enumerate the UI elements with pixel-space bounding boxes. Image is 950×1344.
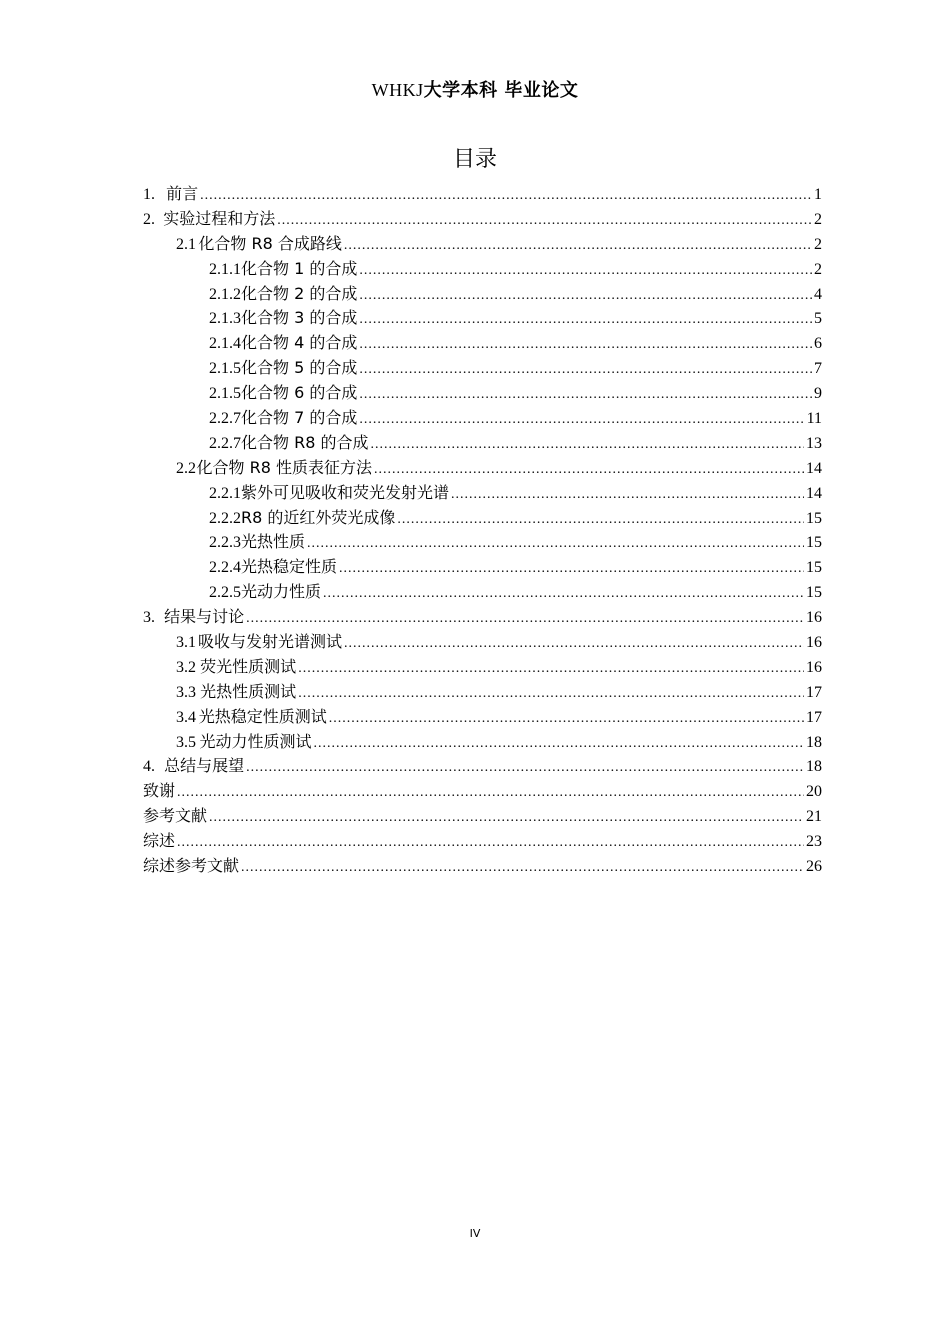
toc-title: 目录 [452, 147, 497, 172]
toc-entry-number: 2.2.4 [209, 559, 241, 577]
toc-entry[interactable] [143, 730, 822, 755]
toc-entry-number: 2.1 [176, 235, 196, 253]
toc-leader-dots [359, 308, 812, 333]
toc-entry-page: 5 [814, 310, 822, 328]
toc-entry-page: 16 [806, 634, 822, 652]
toc-entry-number: 2. [143, 210, 155, 228]
toc-entry-number: 2.2.7 [209, 410, 241, 428]
toc-entry-page: 14 [806, 484, 822, 502]
toc-entry-number: 3.1 [176, 634, 196, 652]
toc-entry[interactable] [143, 431, 822, 456]
toc-entry[interactable] [143, 680, 822, 705]
toc-entry-label: 光热性质 [241, 532, 306, 552]
toc-entry[interactable] [143, 207, 822, 232]
toc-entry-label: 化合物 7 的合成 [241, 408, 358, 428]
toc-leader-dots [397, 508, 804, 533]
toc-entry-page: 17 [806, 683, 822, 701]
toc-leader-dots [298, 682, 804, 707]
toc-entry[interactable] [143, 182, 822, 207]
toc-leader-dots [177, 831, 804, 856]
toc-entry-number: 2.2.3 [209, 534, 241, 552]
toc-entry-label: 综述参考文献 [143, 856, 240, 876]
toc-entry[interactable] [143, 306, 822, 331]
toc-leader-dots [344, 234, 812, 259]
toc-leader-dots [359, 408, 804, 433]
toc-entry[interactable] [143, 555, 822, 580]
toc-entry-page: 4 [814, 285, 822, 303]
toc-entry-number: 3.4 [176, 708, 196, 726]
toc-entry-page: 2 [814, 260, 822, 278]
toc-leader-dots [177, 781, 804, 806]
toc-entry-page: 15 [806, 559, 822, 577]
toc-entry-page: 14 [806, 459, 822, 477]
header-text: 大学本科 毕业论文 [423, 80, 579, 101]
toc-leader-dots [344, 632, 804, 657]
toc-entry-page: 13 [806, 434, 822, 452]
toc-entry-page: 1 [814, 186, 822, 203]
toc-entry-page: 6 [814, 335, 822, 353]
toc-entry[interactable] [143, 655, 822, 680]
toc-entry-label: 实验过程和方法 [163, 208, 276, 228]
toc-entry-label: 光热性质测试 [200, 681, 297, 701]
toc-entry-number: 4. [143, 758, 155, 776]
toc-entry-label: 化合物 3 的合成 [241, 308, 358, 328]
toc-entry-page: 15 [806, 584, 822, 602]
toc-entry-page: 26 [806, 858, 822, 876]
toc-entry-label: 化合物 R8 性质表征方法 [196, 457, 373, 477]
toc-entry[interactable] [143, 356, 822, 381]
toc-entry[interactable] [143, 257, 822, 282]
toc-entry-number: 1. [143, 186, 155, 203]
toc-entry-label: 化合物 R8 的合成 [241, 432, 369, 452]
toc-entry-page: 21 [806, 808, 822, 826]
toc-leader-dots [359, 383, 812, 408]
page-number: IV [469, 1227, 481, 1240]
toc-entry-number: 3.2 [176, 658, 196, 676]
toc-entry-number: 3.3 [176, 683, 196, 701]
toc-entry-label: 前言 [166, 184, 199, 203]
running-header [0, 76, 950, 102]
toc-entry-number: 2.2.1 [209, 484, 241, 502]
toc-entry[interactable] [143, 630, 822, 655]
toc-entry-label: 化合物 2 的合成 [241, 283, 358, 303]
toc-entry-page: 2 [814, 210, 822, 228]
toc-leader-dots [313, 732, 804, 757]
toc-entry-number: 3. [143, 609, 155, 627]
toc-entry-label: 光热稳定性质测试 [198, 706, 327, 726]
toc-entry[interactable] [143, 705, 822, 730]
toc-leader-dots [307, 532, 804, 557]
toc-entry-number: 2.1.4 [209, 335, 241, 353]
toc-entry-number: 2.1.3 [209, 310, 241, 328]
toc-leader-dots [359, 358, 812, 383]
toc-leader-dots [359, 333, 812, 358]
toc-leader-dots [246, 607, 804, 632]
toc-leader-dots [374, 458, 804, 483]
toc-entry-label: 光动力性质 [241, 582, 322, 602]
toc-entry-number: 3.5 [176, 733, 196, 751]
toc-entry[interactable] [143, 779, 822, 804]
toc-entry-page: 7 [814, 360, 822, 378]
toc-entry-page: 15 [806, 509, 822, 527]
toc-entry-number: 2.2 [176, 459, 196, 477]
header-prefix: WHKJ [371, 80, 424, 100]
toc-entry[interactable] [143, 331, 822, 356]
toc-leader-dots [339, 557, 804, 582]
toc-leader-dots [277, 209, 812, 234]
toc-entry[interactable] [143, 282, 822, 307]
toc-entry-page: 18 [806, 758, 822, 776]
toc-entry-number: 2.2.7 [209, 434, 241, 452]
toc-leader-dots [329, 707, 804, 732]
toc-entry-number: 2.2.2 [209, 509, 241, 527]
toc-entry-label: 化合物 4 的合成 [241, 333, 358, 353]
toc-entry-label: 化合物 1 的合成 [241, 258, 358, 278]
toc-entry-label: 综述 [143, 831, 176, 851]
toc-leader-dots [209, 806, 804, 831]
toc-entry-label: 总结与展望 [164, 756, 245, 776]
toc-entry-number: 2.1.2 [209, 285, 241, 303]
toc-leader-dots [298, 657, 804, 682]
toc-entry[interactable] [143, 381, 822, 406]
toc-entry-label: 紫外可见吸收和荧光发射光谱 [241, 482, 450, 502]
toc-leader-dots [359, 284, 812, 309]
toc-entry[interactable] [143, 804, 822, 829]
toc-entry-page: 11 [806, 410, 822, 428]
toc-entry[interactable] [143, 481, 822, 506]
toc-entry-number: 2.1.5 [209, 385, 241, 403]
toc-leader-dots [323, 582, 804, 607]
toc-entry[interactable] [143, 456, 822, 481]
toc-entry-page: 20 [806, 783, 822, 801]
toc-entry-label: 吸收与发射光谱测试 [197, 632, 342, 652]
toc-entry-label: 化合物 6 的合成 [241, 383, 358, 403]
toc-entry[interactable] [143, 406, 822, 431]
toc-entry[interactable] [143, 530, 822, 555]
toc-leader-dots [359, 259, 812, 284]
toc-entry[interactable] [143, 232, 822, 257]
toc-entry-number: 2.1.1 [209, 260, 241, 278]
toc-entry-page: 9 [814, 385, 822, 403]
toc-entry-number: 2.1.5 [209, 360, 241, 378]
toc-entry-label: 化合物 5 的合成 [241, 358, 358, 378]
toc-entry[interactable] [143, 605, 822, 630]
toc-entry-label: 光动力性质测试 [199, 731, 312, 751]
toc-leader-dots [451, 483, 804, 508]
toc-entry-page: 23 [806, 833, 822, 851]
toc-entry[interactable] [143, 854, 822, 879]
toc-entry-label: 化合物 R8 合成路线 [198, 233, 342, 253]
toc-entry-page: 17 [806, 708, 822, 726]
toc-entry-page: 15 [806, 534, 822, 552]
table-of-contents [143, 182, 822, 879]
toc-leader-dots [241, 856, 804, 881]
toc-entry[interactable] [143, 754, 822, 779]
toc-entry-label: 致谢 [143, 781, 176, 801]
toc-leader-dots [370, 433, 804, 458]
toc-entry-label: 结果与讨论 [164, 607, 245, 627]
toc-entry[interactable] [143, 580, 822, 605]
toc-entry-page: 2 [814, 235, 822, 253]
toc-entry-page: 16 [806, 658, 822, 676]
toc-leader-dots [200, 184, 812, 209]
toc-entry-label: 荧光性质测试 [200, 656, 297, 676]
toc-entry-label: 参考文献 [143, 806, 208, 826]
toc-entry-label: R8 的近红外荧光成像 [241, 507, 396, 527]
toc-entry-label: 光热稳定性质 [241, 557, 338, 577]
toc-entry-page: 16 [806, 609, 822, 627]
toc-entry[interactable] [143, 829, 822, 854]
toc-entry-number: 2.2.5 [209, 584, 241, 602]
toc-entry-page: 18 [806, 733, 822, 751]
toc-leader-dots [246, 756, 804, 781]
toc-entry[interactable] [143, 506, 822, 531]
